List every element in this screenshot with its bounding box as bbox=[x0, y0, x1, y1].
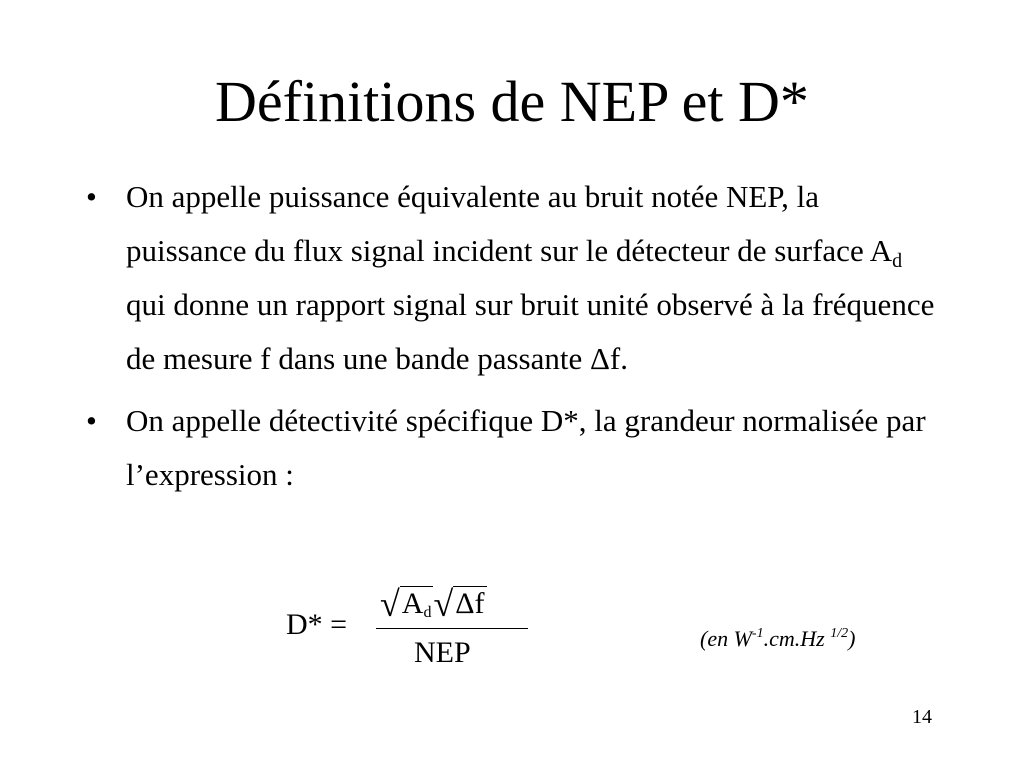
radical-sign: √ bbox=[433, 584, 454, 624]
bullet-text-part: qui donne un rapport signal sur bruit unité observé à la fréquence de mesure f dans une bande passante Δf. bbox=[126, 287, 935, 376]
bullet-marker: • bbox=[86, 179, 97, 214]
radicand bbox=[400, 586, 434, 621]
bullet-item bbox=[86, 394, 946, 502]
bullet-text: On appelle détectivité spécifique D*, la grandeur normalisée par l’expression : bbox=[126, 403, 926, 492]
bullet-item bbox=[86, 170, 946, 386]
sqrt-area bbox=[380, 580, 433, 622]
units-mid: .cm.Hz bbox=[763, 626, 831, 651]
units-label bbox=[700, 626, 855, 652]
formula-lhs: D* = bbox=[286, 608, 348, 641]
bullet-text-part: On appelle puissance équivalente au bruit notée NEP, la puissance du flux signal incident sur le détecteur de surface A bbox=[126, 179, 893, 268]
radical-sign: √ bbox=[380, 584, 400, 624]
units-exponent: 1/2 bbox=[830, 626, 849, 641]
radicand-subscript: d bbox=[423, 604, 432, 621]
bullet-text bbox=[126, 170, 946, 386]
units-open: (en W bbox=[700, 626, 752, 651]
slide-title: Définitions de NEP et D* bbox=[215, 69, 809, 134]
subscript: d bbox=[892, 250, 903, 272]
units-exponent: -1 bbox=[751, 626, 764, 641]
formula-numerator bbox=[380, 580, 487, 622]
formula-d-star bbox=[286, 572, 546, 682]
radicand: Δf bbox=[455, 587, 485, 620]
units-close: ) bbox=[848, 626, 856, 651]
radicand-base: A bbox=[401, 587, 424, 620]
page-number: 14 bbox=[912, 706, 932, 728]
fraction-bar bbox=[376, 628, 528, 629]
bullet-marker: • bbox=[86, 403, 97, 438]
sqrt-bandwidth bbox=[433, 580, 486, 622]
bullet-list bbox=[86, 170, 946, 510]
formula-denominator: NEP bbox=[414, 636, 471, 669]
